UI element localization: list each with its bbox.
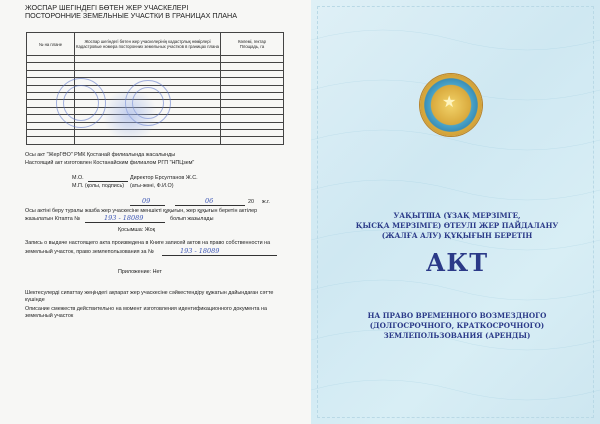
table-cell	[221, 137, 284, 144]
table-cell	[75, 56, 221, 63]
table-row	[27, 63, 284, 70]
table-cell	[221, 122, 284, 129]
table-cell	[27, 56, 75, 63]
cover-title: АКТ	[425, 248, 489, 277]
page-title-ru: ПОСТОРОННИЕ ЗЕМЕЛЬНЫЕ УЧАСТКИ В ГРАНИЦАХ ПЛАНА	[25, 11, 238, 20]
table-cell	[75, 70, 221, 77]
book-record-kz-end: болып жазылады	[170, 216, 214, 222]
mo-label: М.О.	[72, 175, 84, 181]
book-record-ru-2: земельный участок, право землепользования за №	[25, 249, 154, 255]
fio-caption: (аты-жөні, Ф.И.О)	[130, 183, 174, 189]
table-cell	[27, 63, 75, 70]
attachment-ru: Приложение: Нет	[118, 269, 162, 275]
table-cell	[221, 115, 284, 122]
table-cell	[221, 129, 284, 136]
table-row	[27, 137, 284, 144]
adjacency-note-ru-2: земельный участок	[25, 313, 74, 319]
adjacency-note-kz-2: күшінде	[25, 297, 45, 303]
date-month: 06	[205, 197, 214, 205]
director-name: Директор Ерсултанов Ж.С.	[130, 175, 198, 181]
table-cell	[27, 137, 75, 144]
adjacency-note-ru: Описание смежеств действительно на момент изготовления идентификационного документа на	[25, 306, 268, 312]
registration-number: 193 - 18089	[104, 214, 144, 222]
made-by-ru: Настоящий акт изготовлен Костанайским филиалом РГП "НПЦзем"	[25, 160, 195, 166]
made-by-kz: Осы акт "ЖерГӨО" РМК Қостанай филиалында жасалынды	[25, 152, 176, 158]
date-suffix: ж.г.	[262, 199, 270, 205]
table-cell	[221, 78, 284, 85]
cover-heading-ru: НА ПРАВО ВРЕМЕННОГО ВОЗМЕЗДНОГО (ДОЛГОСРОЧНОГО, КРАТКОСРОЧНОГО) ЗЕМЛЕПОЛЬЗОВАНИЯ (АРЕНДЫ)	[367, 311, 547, 340]
registration-number-ru: 193 - 18089	[180, 247, 220, 255]
round-stamp	[56, 78, 106, 128]
cover-heading-kz: УАҚЫТША (ҰЗАҚ МЕРЗІМГЕ, ҚЫСҚА МЕРЗІМГЕ) ӨТЕУЛІ ЖЕР ПАЙДАЛАНУ (ЖАЛҒА АЛУ) ҚҰҚЫҒЫН БЕРЕТІН	[355, 211, 559, 240]
table-cell	[221, 107, 284, 114]
table-header-area: Көлемі, гектар Площадь, га	[221, 33, 284, 56]
state-emblem: ★	[420, 74, 482, 136]
table-row	[27, 56, 284, 63]
date-year: 20	[248, 199, 254, 205]
page-title-kz: ЖОСПАР ШЕГІНДЕГІ БӨТЕН ЖЕР УЧАСКЕЛЕРІ	[25, 3, 189, 12]
table-row	[27, 70, 284, 77]
table-header-cadastral: Жоспар шегіндегі бөтен жер учаскелерінің кадастрлық нөмірлері Кадастровые номера посторонних земельных участков в границах плана	[75, 33, 221, 56]
table-cell	[221, 85, 284, 92]
book-record-kz: Осы актіні беру туралы жазба жер учаскесіне меншікті құқығын, жер құқығын беретін актілер	[25, 208, 258, 214]
table-cell	[221, 70, 284, 77]
table-cell	[75, 137, 221, 144]
table-cell	[27, 129, 75, 136]
table-header-number: № на плане	[27, 33, 75, 56]
date-day: 09	[142, 197, 151, 205]
book-record-kz-2: жазылатын Кітапта №	[25, 216, 81, 222]
adjacency-note-kz: Шектесулерді сипаттау жеңіндегі ақпарат жер учаскесіне сәйкестендіру құжатын дайындаған сәтте	[25, 290, 274, 296]
book-record-ru: Запись о выдаче настоящего акта произведена в Книге записей актов на право собственности на	[25, 240, 271, 246]
table-cell	[75, 63, 221, 70]
signature-caption: М.П. (қолы, подпись)	[72, 183, 125, 189]
table-cell	[221, 92, 284, 99]
attachment-kz: Қосымша: Жоқ	[118, 227, 156, 233]
table-cell	[27, 70, 75, 77]
table-cell	[221, 63, 284, 70]
table-cell	[221, 56, 284, 63]
table-cell	[221, 100, 284, 107]
signature	[100, 90, 160, 140]
